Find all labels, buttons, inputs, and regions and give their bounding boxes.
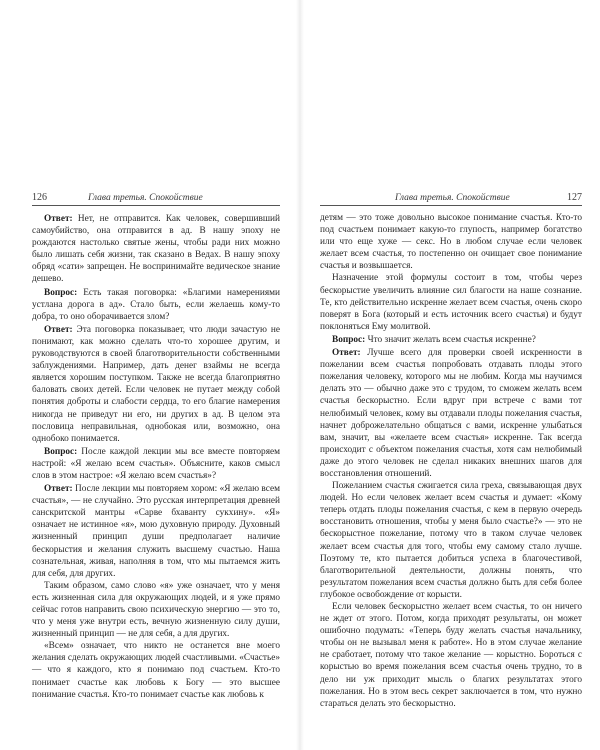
- paragraph-text: Пожеланием счастья сжигается сила греха, связывающая двух людей. Но если человек желает всем счастья и думает: «Кому теперь отдать плоды пожелания счастья, с кем в первую очередь восстановить отношения, чтобы у меня было счастье?» — это не бескорыстное пожелание, потому что в таком случае человек желает всем счастья для того, чтобы ему самому стало лучше. Поэтому те, кто пытается добиться успеха в благочестивой, благотворительной деятельности, должны понять, что результатом пожелания всем счастья должно быть для себя более глубокое освобождение от корысти.: [320, 481, 582, 600]
- body-text: [320, 212, 582, 710]
- right-page: [300, 0, 600, 750]
- paragraph: [32, 213, 280, 286]
- answer-label: Ответ:: [44, 324, 73, 335]
- question-label: Вопрос:: [44, 446, 78, 457]
- question-label: Вопрос:: [332, 334, 366, 345]
- chapter-title: Глава третья. Спокойствие: [88, 193, 203, 203]
- paragraph-text: После лекции мы повторяем хором: «Я желаю всем счастья», — не случайно. Это русская интерпретация древней санскритской мантры «Сарве бхаванту сукхину». «Я» означает не истинное «я», мою духовную природу. Духовный жизненный принцип души предполагает наличие бескорыстия и желания служить высшему счастью. Наша сознательная, живая, наполняя в том, что мы пытаемся жить для себя, для других.: [32, 484, 280, 579]
- paragraph-text: Лучше всего для проверки своей искренности в пожелании всем счастья попробовать отдавать плоды этого пожелания человеку, которого мы не любим. Когда мы научимся делать это — обычно даже это с трудом, то сможем желать всем счастья бескорыстно. Если вдруг при встрече с вами тот нелюбимый человек, кому вы отдавали плоды пожелания счастья, начнет доброжелательно общаться с вами, искренне улыбаться вам, значит, вы «желаете всем счастья» искренне. Так всегда происходит с объектом пожелания счастья, хотя сам нелюбимый даже до этого человек не сделал никаких внешних шагов для восстановления отношений.: [320, 348, 582, 479]
- header-rule: [32, 205, 280, 206]
- answer-label: Ответ:: [44, 484, 73, 495]
- paragraph-text: Таким образом, само слово «я» уже означает, что у меня есть жизненная сила для окружающих людей, и я уже прямо сейчас готов направить свою психическую энергию — это то, что у меня уже внутри есть, вечную жизненную силу души, жизненный принцип — не для себя, а для других.: [32, 580, 280, 640]
- paragraph-text: Назначение этой формулы состоит в том, чтобы через бескорыстие увеличить влияние сил благости на наше сознание. Те, кто действительно искренне желает всем счастья, очень скоро поверят в Бога (который и есть источник всего счастья) и будут поклоняться Ему молитвой.: [320, 273, 582, 332]
- page-number: 126: [32, 192, 47, 203]
- paragraph: [32, 580, 280, 640]
- running-head-right: [320, 191, 582, 205]
- page-number: 127: [567, 192, 582, 203]
- paragraph: [320, 334, 582, 346]
- paragraph: [32, 483, 280, 580]
- paragraph-text: Нет, не отправится. Как человек, совершивший самоубийство, она отправится в ад. В нашу эпоху не рождаются настолько святые жены, чтобы ради них можно было лишать себя жизни, так сказано в Ведах. В нашу эпоху обряд «сати» запрещен. Не воспринимайте ведическое знание дешево.: [32, 214, 280, 285]
- running-head-left: [32, 191, 280, 205]
- paragraph-text: Если человек бескорыстно желает всем счастья, то он ничего не ждет от этого. Потом, когда приходят результаты, он может ошибочно подумать: «Теперь буду желать счастья начальнику, чтобы он не вызывал меня к работе». Но в этом случае желание не сработает, потому что такое желание — корыстно. Бороться с корыстью во время пожелания всем счастья очень трудно, то в дело ни уж приходит мысль о благих результатах этого пожелания. Но в этом весь секрет заключается в том, что нужно стараться делать это бескорыстно.: [320, 602, 582, 709]
- paragraph: [320, 347, 582, 480]
- question-label: Вопрос:: [44, 287, 78, 298]
- paragraph: [320, 272, 582, 332]
- paragraph: [32, 287, 280, 323]
- paragraph-text: Есть такая поговорка: «Благими намерениями устлана дорога в ад». Стало быть, если желаешь кому-то добра, то оно оборачивается злом?: [32, 287, 280, 322]
- paragraph: [32, 324, 280, 445]
- paragraph: [320, 212, 582, 272]
- paragraph-text: «Всем» означает, что никто не останется вне моего желания сделать окружающих людей счастливыми. «Счастье» — что я каждого, кто я понимаю под счастьем. Кто-то понимает счастье как любовь к Богу — это высшее понимание счастья. Кто-то понимает счастье как любовь к: [32, 641, 280, 700]
- paragraph: [32, 446, 280, 482]
- paragraph-text: детям — это тоже довольно высокое понимание счастья. Кто-то под счастьем понимает какую-то глупость, например богатство или что еще хуже — секс. Но в любом случае если человек желает всем счастья, то постепенно он очищает свое понимание счастья и возвышается.: [320, 213, 582, 272]
- paragraph-text: Что значит желать всем счастья искренне?: [365, 334, 536, 345]
- paragraph: [320, 480, 582, 601]
- answer-label: Ответ:: [44, 214, 73, 224]
- paragraph-text: После каждой лекции мы все вместе повторяем настрой: «Я желаю всем счастья». Объясните, каков смысл слов в этом настрое: «Я желаю всем счастья»?: [32, 446, 280, 481]
- body-text: [32, 212, 280, 701]
- paragraph-text: Эта поговорка показывает, что люди зачастую не понимают, как можно сделать что-то хорошее другим, и руководствуются в своей благотворительности собственными заблуждениями. Например, дать денег взаймы не всегда является хорошим поступком. Также не всегда благоприятно баловать своих детей. Если человек не путает между собой понятия доброты и слабости сердца, то его благие намерения никогда не приведут ни его, ни других в ад. В целом эта пословица неправильная, однобокая или, возможно, она однобоко понимается.: [32, 324, 280, 444]
- chapter-title: Глава третья. Спокойствие: [395, 193, 510, 203]
- header-rule: [320, 205, 582, 206]
- answer-label: Ответ:: [332, 348, 361, 359]
- paragraph: [320, 601, 582, 710]
- paragraph: [32, 640, 280, 700]
